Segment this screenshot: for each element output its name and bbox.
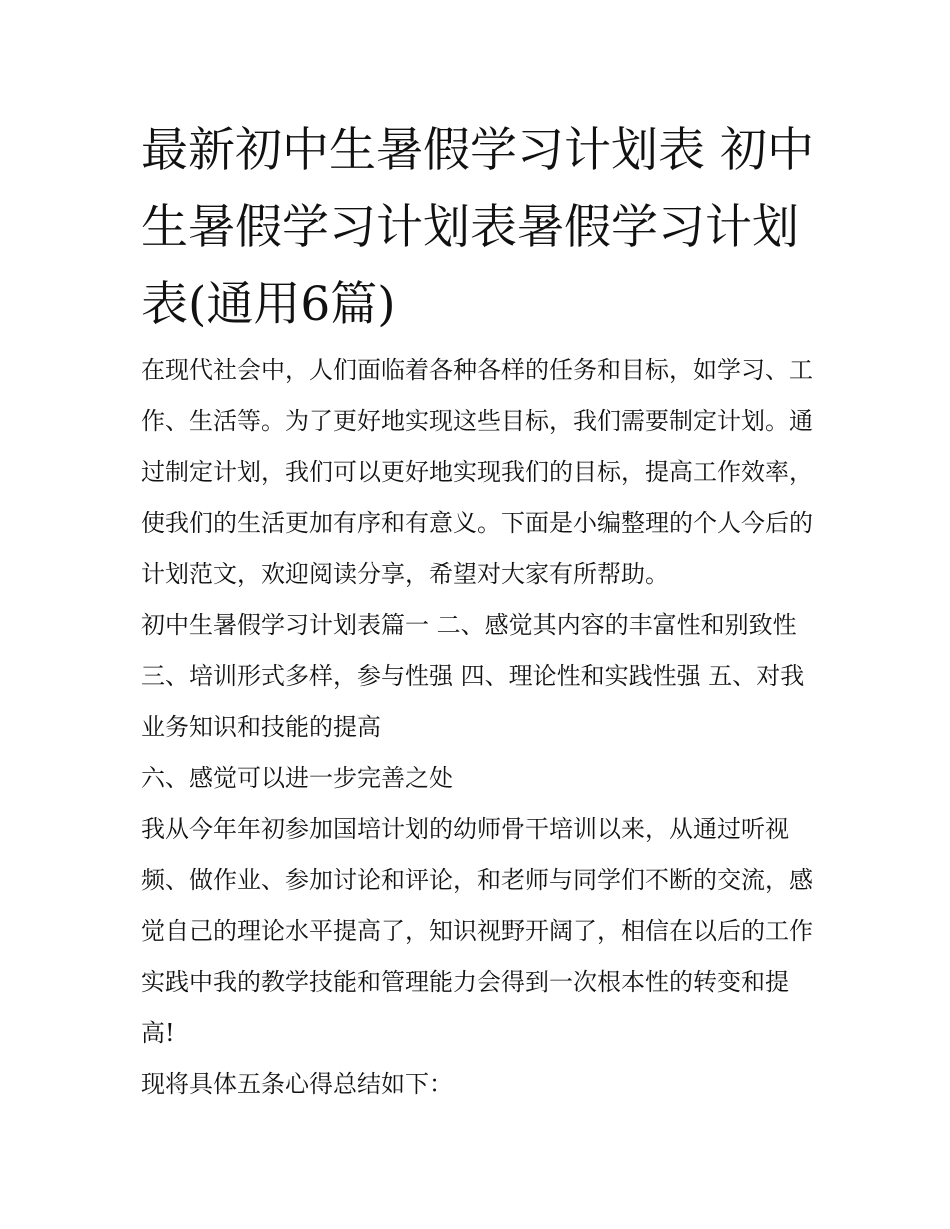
- paragraph-summary-lead: 现将具体五条心得总结如下：: [141, 1070, 453, 1098]
- document-page: [141, 112, 821, 1110]
- paragraph-intro: 在现代社会中，人们面临着各种各样的任务和目标，如学习、工作、生活等。为了更好地实现这些目标，我们需要制定计划。通过制定计划，我们可以更好地实现我们的目标，提高工作效率，使我们的生活更加有序和有意义。下面是小编整理的个人今后的计划范文，欢迎阅读分享，希望对大家有所帮助。: [141, 356, 813, 588]
- paragraph-section-one: 初中生暑假学习计划表篇一 二、感觉其内容的丰富性和别致性 三、培训形式多样，参与性强 四、理论性和实践性强 五、对我业务知识和技能的提高: [141, 611, 805, 741]
- document-title: 最新初中生暑假学习计划表 初中生暑假学习计划表暑假学习计划表(通用6篇): [141, 123, 814, 332]
- paragraph-heading-six: 六、感觉可以进一步完善之处: [141, 764, 453, 792]
- paragraph-experience: 我从今年年初参加国培计划的幼师骨干培训以来，从通过听视频、做作业、参加讨论和评论，和老师与同学们不断的交流，感觉自己的理论水平提高了，知识视野开阔了，相信在以后的工作实践中我的教学技能和管理能力会得到一次根本性的转变和提高!: [141, 815, 813, 1047]
